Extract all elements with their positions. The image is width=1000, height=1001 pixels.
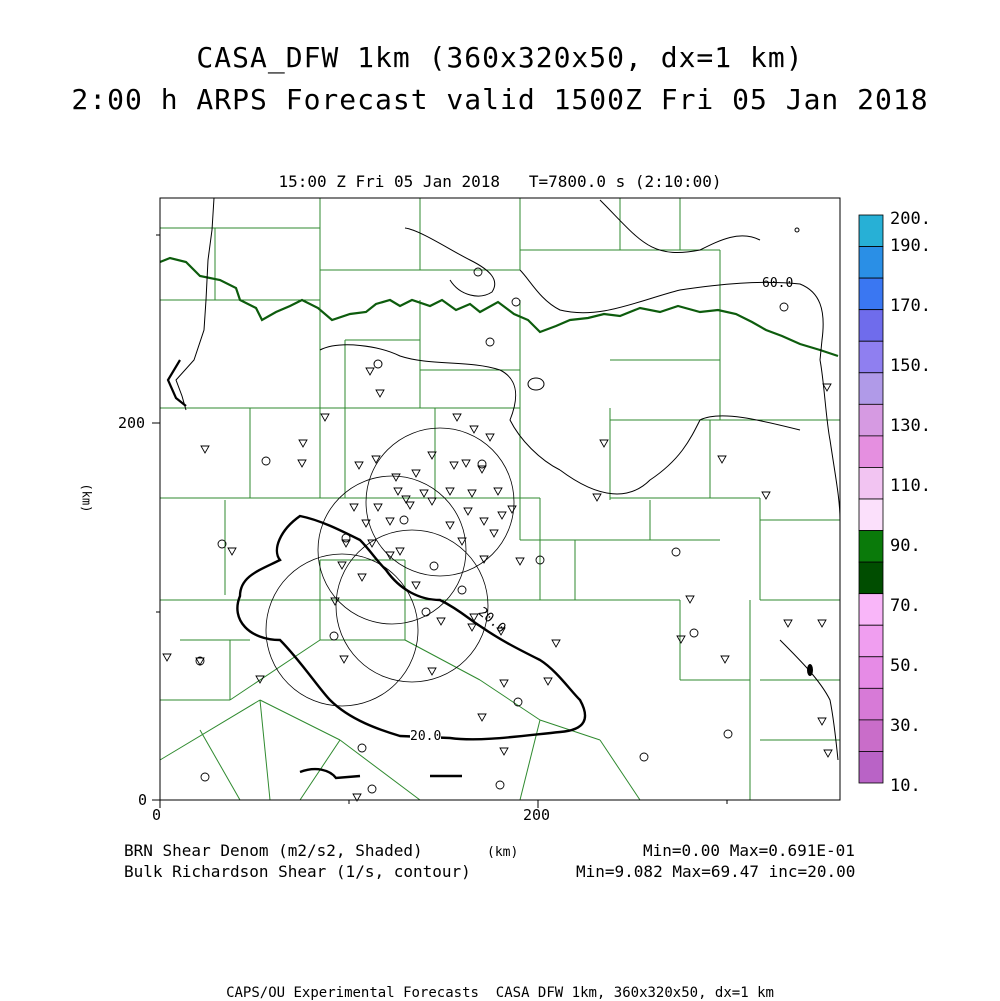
radar-range-rings <box>266 428 514 706</box>
x-tick-200: 200 <box>523 806 551 824</box>
colorbar-swatch <box>859 688 883 720</box>
colorbar-swatch <box>859 404 883 436</box>
figure-title-line-2: 2:00 h ARPS Forecast valid 1500Z Fri 05 Jan 2018 <box>71 83 929 116</box>
colorbar-swatch <box>859 373 883 405</box>
colorbar-label-70: 70. <box>890 596 921 616</box>
valid-time-subtitle: 15:00 Z Fri 05 Jan 2018 T=7800.0 s (2:10:00) <box>278 172 722 191</box>
colorbar-label-10: 10. <box>890 776 921 796</box>
colorbar-swatch <box>859 531 883 563</box>
colorbar-label-170: 170. <box>890 296 931 316</box>
county-boundaries <box>160 198 840 800</box>
station-markers <box>163 268 832 801</box>
colorbar-swatch <box>859 278 883 310</box>
colorbar-swatch <box>859 467 883 499</box>
credit-line: CAPS/OU Experimental Forecasts CASA DFW 1km, 360x320x50, dx=1 km <box>226 985 774 1001</box>
colorbar-label-90: 90. <box>890 536 921 556</box>
contour-label-60: 60.0 <box>762 276 794 291</box>
shaded-field-range: Min=0.00 Max=0.691E-01 <box>643 841 855 860</box>
colorbar-swatch <box>859 436 883 468</box>
colorbar-swatch <box>859 625 883 657</box>
x-tick-0: 0 <box>152 806 162 824</box>
colorbar-label-50: 50. <box>890 656 921 676</box>
y-tick-200: 200 <box>118 414 146 432</box>
shear-contour-20 <box>237 516 585 739</box>
colorbar-label-150: 150. <box>890 356 931 376</box>
colorbar-swatch <box>859 657 883 689</box>
state-boundary <box>160 258 838 356</box>
colorbar-swatch <box>859 562 883 594</box>
figure-title-line-1: CASA_DFW 1km (360x320x50, dx=1 km) <box>196 41 804 74</box>
colorbar-label-200: 200. <box>890 209 931 229</box>
colorbar-swatch <box>859 594 883 626</box>
contour-field-range: Min=9.082 Max=69.47 inc=20.00 <box>576 862 856 881</box>
axis-ticks <box>152 235 727 808</box>
colorbar-swatch <box>859 215 883 247</box>
plot-frame <box>160 198 840 800</box>
x-axis-unit: (km) <box>487 845 519 860</box>
colorbar-label-110: 110. <box>890 476 931 496</box>
y-tick-0: 0 <box>138 791 148 809</box>
colorbar-swatch <box>859 751 883 783</box>
contour-label-20-south: 20.0 <box>410 729 442 744</box>
colorbar-swatch <box>859 341 883 373</box>
contour-field-label: Bulk Richardson Shear (1/s, contour) <box>124 862 471 881</box>
colorbar-label-190: 190. <box>890 236 931 256</box>
contour-dot <box>807 664 813 676</box>
colorbar-swatch <box>859 499 883 531</box>
shaded-field-label: BRN Shear Denom (m2/s2, Shaded) <box>124 841 423 860</box>
y-axis-unit: (km) <box>79 483 94 513</box>
bulk-richardson-contours <box>176 198 840 760</box>
colorbar-label-130: 130. <box>890 416 931 436</box>
colorbar-label-30: 30. <box>890 716 921 736</box>
colorbar-swatch <box>859 310 883 342</box>
colorbar-swatch <box>859 247 883 279</box>
colorbar <box>859 215 883 783</box>
colorbar-swatch <box>859 720 883 752</box>
contour-label-20-east: 20.0 <box>474 604 509 637</box>
